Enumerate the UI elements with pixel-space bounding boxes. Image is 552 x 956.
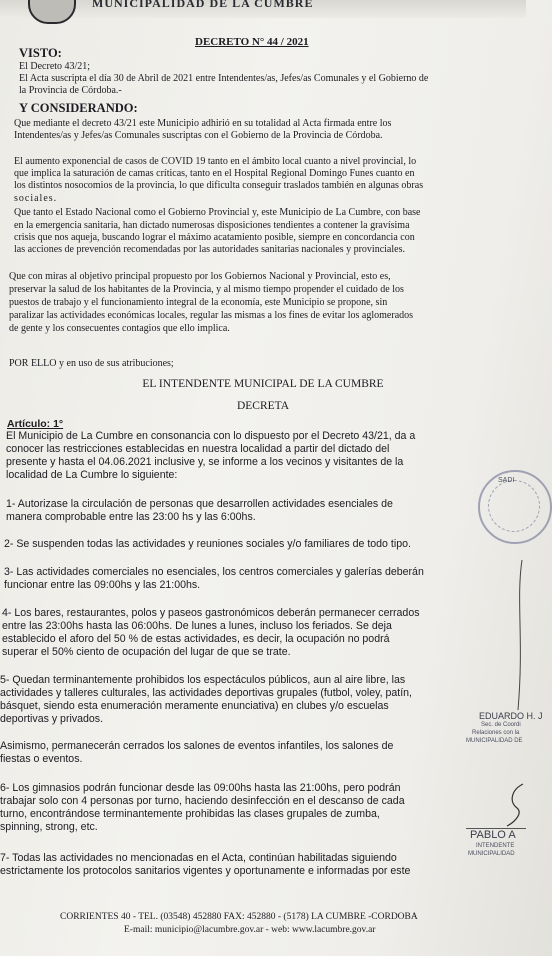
article-intro-line: conocer las restricciones establecidas en nuestra localidad a partir del dictado del (6, 443, 390, 455)
article-item-line: trabajar solo con 4 personas por turno, haciendo desinfección en el descanso de cada (0, 795, 405, 807)
article-item-line: 7- Todas las actividades no mencionadas en el Acta, continúan habilitadas siguiendo (0, 852, 397, 864)
considerando-line: que implica la saturación de camas críticas, tanto en el Hospital Regional Domingo Funes cuanto en (14, 168, 415, 179)
article-item-line: turno, encontrándose terminantemente prohibidas las clases grupales de zumba, (0, 808, 380, 820)
considerando-line: puestos de trabajo y el funcionamiento integral de la economía, este Municipio se propone, sin (9, 297, 388, 308)
article-item-line: 4- Los bares, restaurantes, polos y paseos gastronómicos deberán permanecer cerrados (2, 607, 420, 619)
article-intro-line: localidad de La Cumbre lo siguiente: (6, 469, 178, 481)
considerando-line: crisis que nos aqueja, buscando lograr el máximo acatamiento posible, siempre en concordancia con (14, 232, 415, 243)
article-item-line: entre las 23:00hs hasta las 06:00hs. De lunes a lunes, incluso los feriados. Se deja (2, 620, 392, 632)
decreta-heading: DECRETA (236, 400, 290, 412)
article-item-line: deportivas y privados. (0, 713, 104, 725)
considerando-line: en la emergencia sanitaria, han dictado numerosas disposiciones tendientes a contener la gravísima (14, 220, 410, 231)
mayor-stamp-line: MUNICIPALIDAD (468, 851, 515, 857)
considerando-line: Que con miras al objetivo principal propuesto por los Gobiernos Nacional y Provincial, esto es, (9, 271, 391, 282)
article-item-line: spinning, strong, etc. (0, 821, 98, 833)
article-heading: Artículo: 1° (7, 418, 64, 430)
article-item-line: 6- Los gimnasios podrán funcionar desde las 09:00hs hasta las 21:00hs, pero podrán (0, 782, 401, 794)
article-item-line: manera comprobable entre las 23:00 hs y las 6:00hs. (6, 511, 256, 523)
article-item-line: Asimismo, permanecerán cerrados los salones de eventos infantiles, los salones de (0, 740, 394, 752)
considerando-line: paralizar las actividades económicas locales, regular las mismas a los fines de evitar los aglomerados (9, 310, 414, 321)
margin-signature-stroke (512, 560, 526, 710)
article-item-line: 1- Autorizase la circulación de personas que desarrollen actividades esenciales de (6, 498, 393, 510)
considerando-heading: Y CONSIDERANDO: (19, 101, 138, 115)
visto-line: El Acta suscripta el día 30 de Abril de 2021 entre Intendentes/as, Jefes/as Comunales y el Gobierno de (19, 73, 429, 84)
visto-heading: VISTO: (19, 46, 62, 60)
article-item-line: básquet, siendo esta enumeración meramente enunciativa) en clubes y/o escuelas (0, 700, 389, 712)
article-item-line: estrictamente los protocolos sanitarios vigentes y oportunamente e informadas por este (0, 865, 411, 877)
considerando-line: las acciones de prevención recomendadas por las autoridades sanitarias nacionales y provinciales. (14, 244, 405, 255)
considerando-line: de gente y los consecuentes contagios que ello implica. (9, 323, 230, 334)
article-item-line: superar el 50% ciento de ocupación del lugar de que se trate. (2, 646, 291, 658)
visto-line: la Provincia de Córdoba.- (19, 85, 122, 96)
article-item-line: fiestas o eventos. (0, 753, 83, 765)
secretary-stamp-line: Sec. de Coordi (481, 722, 521, 728)
considerando-line: Que tanto el Estado Nacional como el Gobierno Provincial y, este Municipio de La Cumbre, con base (14, 207, 421, 218)
secretary-stamp-name: EDUARDO H. J (479, 711, 543, 721)
secretary-stamp-line: Relaciones con la (472, 730, 520, 736)
seal-text: SADI (498, 477, 515, 484)
visto-line: El Decreto 43/21; (19, 61, 91, 72)
article-item-line: establecido el aforo del 50 % de estas actividades, es decir, la ocupación no podrá (2, 633, 390, 645)
footer-address: CORRIENTES 40 - TEL. (03548) 452880 FAX: 452880 - (5178) LA CUMBRE -CORDOBA (60, 912, 418, 922)
mayor-stamp-line: INTENDENTE (476, 843, 515, 849)
considerando-line: sociales. (14, 193, 58, 204)
article-item-line: actividades y talleres culturales, las actividades deportivas grupales (futbol, voley, patín, (0, 687, 412, 699)
article-item-line: 5- Quedan terminantemente prohibidos los espectáculos públicos, aun al aire libre, las (0, 674, 406, 686)
intendente-heading: EL INTENDENTE MUNICIPAL DE LA CUMBRE (142, 378, 384, 390)
article-item-line: 3- Las actividades comerciales no esenciales, los centros comerciales y galerías deberán (4, 566, 424, 578)
considerando-line: Que mediante el decreto 43/21 este Municipio adhirió en su totalidad al Acta firmada entre los (14, 118, 392, 129)
article-intro-line: El Municipio de La Cumbre en consonancia con lo dispuesto por el Decreto 43/21, da a (6, 430, 416, 442)
handwritten-signature (505, 780, 526, 830)
article-item-line: 2- Se suspenden todas las actividades y reuniones sociales y/o familiares de todo tipo. (4, 538, 411, 550)
footer-contact: E-mail: municipio@lacumbre.gov.ar - web: www.lacumbre.gov.ar (124, 925, 376, 935)
por-ello-line: POR ELLO y en uso de sus atribuciones; (9, 358, 174, 369)
municipality-title: MUNICIPALIDAD DE LA CUMBRE (92, 0, 314, 10)
municipal-logo (28, 0, 76, 24)
mayor-stamp-name: PABLO A (470, 829, 516, 841)
considerando-line: El aumento exponencial de casos de COVID 19 tanto en el ámbito local cuanto a nivel provincial, lo (14, 156, 417, 167)
article-intro-line: presente y hasta el 04.06.2021 inclusive y, se informe a los vecinos y visitantes de la (6, 456, 404, 468)
considerando-line: los distintos nosocomios de la provincia, lo que dificulta conseguir traslados también en algunas obras (14, 180, 424, 191)
secretary-stamp-line: MUNICIPALIDAD DE (466, 738, 523, 744)
decree-title: DECRETO N° 44 / 2021 (195, 36, 309, 48)
considerando-line: Intendentes/as y Jefes/as Comunales suscriptas con el Gobierno de la Provincia de Córdoba. (14, 130, 383, 141)
official-seal (478, 470, 552, 544)
considerando-line: preservar la salud de los habitantes de la Provincia, y al mismo tiempo propender el cuidado de los (9, 284, 404, 295)
article-item-line: funcionar entre las 09:00hs y las 21:00hs. (4, 579, 201, 591)
